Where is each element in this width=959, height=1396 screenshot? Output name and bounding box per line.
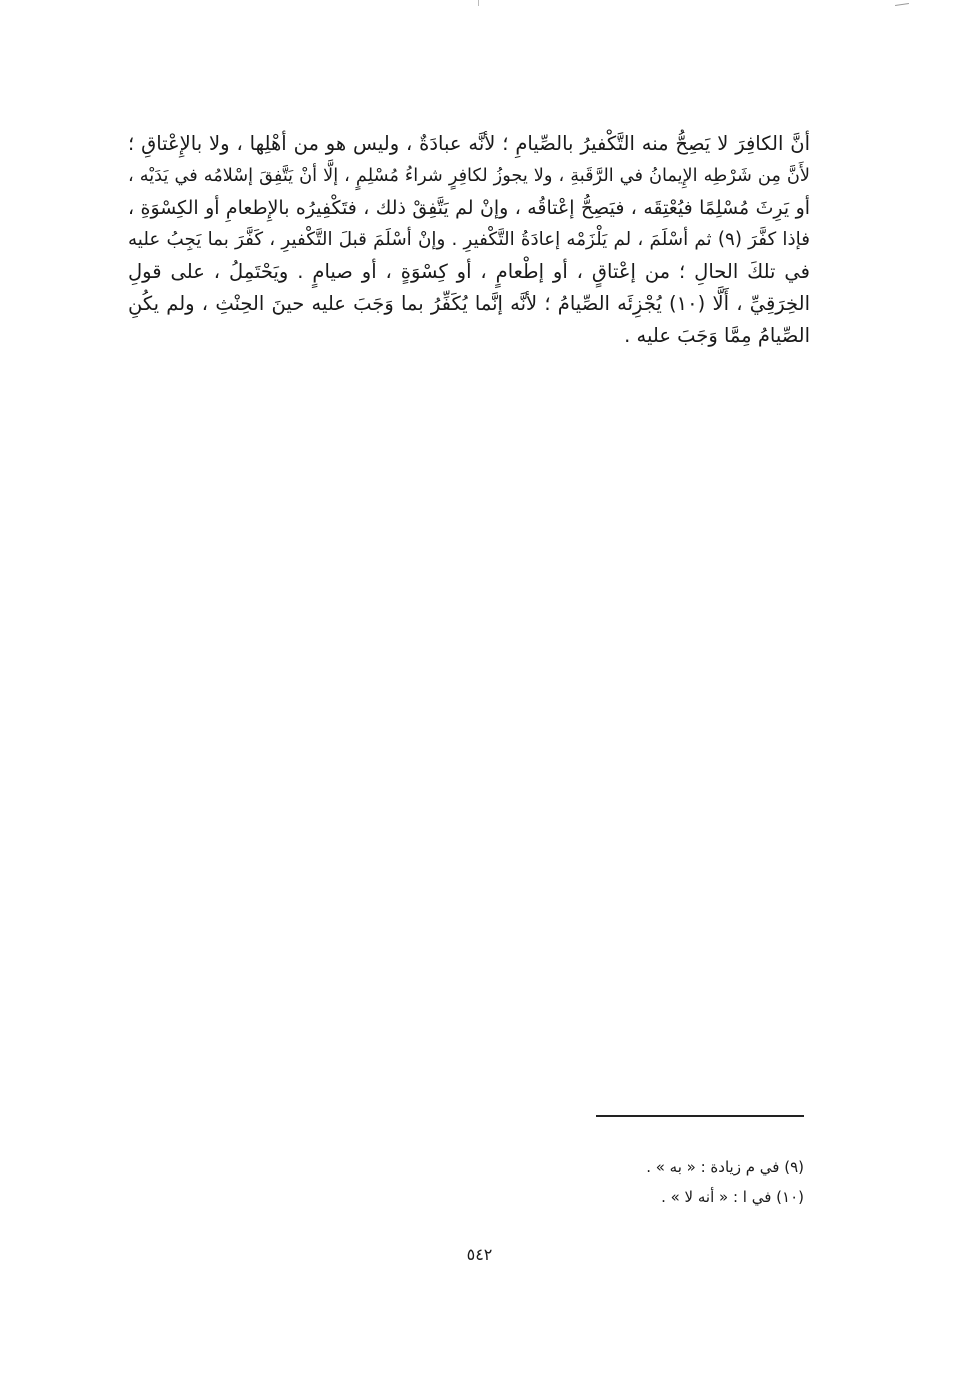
page-number: ٥٤٢ [466, 1245, 493, 1264]
text-line: أو يَرِثَ مُسْلِمًا فيُعْتِقَه ، فيَصِحُّ إعْتاقُه ، وإنْ لم يَتَّفِقْ ذلك ، فتَكْفِيرُه بالإِطعامِ أو الكِسْوَةِ ، [128, 197, 810, 219]
text-line: الصِّيامُ مِمَّا وَجَبَ عليه . [624, 324, 810, 347]
main-text [128, 128, 810, 352]
scan-mark [895, 3, 909, 6]
footnote: (١٠) في ا : « أنه لا » . [661, 1188, 804, 1206]
scan-mark [478, 0, 479, 6]
text-line: الخِرَقِيِّ ، أَلَّا (١٠) يُجْزِئَه الصِّيامُ ؛ لأنَّه إنَّما يُكَفِّرُ بما وَجَبَ عليه حينَ الحِنْثِ ، ولم يكُنِ [128, 292, 810, 315]
footnote-divider [596, 1115, 804, 1117]
text-line: في تلكَ الحالِ ؛ من إعْتاقٍ ، أو إطْعامٍ ، أو كِسْوَةٍ ، أو صيامٍ . ويَحْتَمِلُ ، على قولِ [128, 260, 810, 283]
text-line: أنَّ الكافِرَ لا يَصِحُّ منه التَّكْفيرُ بالصِّيامِ ؛ لأنَّه عبادَةٌ ، وليس هو من أهْلِها ، ولا بالإِعْتاقِ ؛ [128, 132, 810, 155]
text-line: لأَنَّ مِن شَرْطِه الإِيمانُ في الرَّقَبةِ ، ولا يجوزُ لكافِرٍ شراءُ مُسْلِمٍ ، إلَّا أنْ يَتَّفِقَ إسْلامُه في يَدَيْه ، [128, 166, 810, 186]
footnote: (٩) في م زيادة : « به » . [646, 1158, 804, 1176]
footnotes [646, 1152, 804, 1212]
text-line: فإذا كفَّرَ (٩) ثم أسْلَمَ ، لم يَلْزَمْه إعادَةُ التَّكْفيرِ . وإنْ أسْلَمَ قبلَ التَّكْفيرِ ، كَفَّرَ بما يَجِبُ عليه [128, 229, 810, 250]
